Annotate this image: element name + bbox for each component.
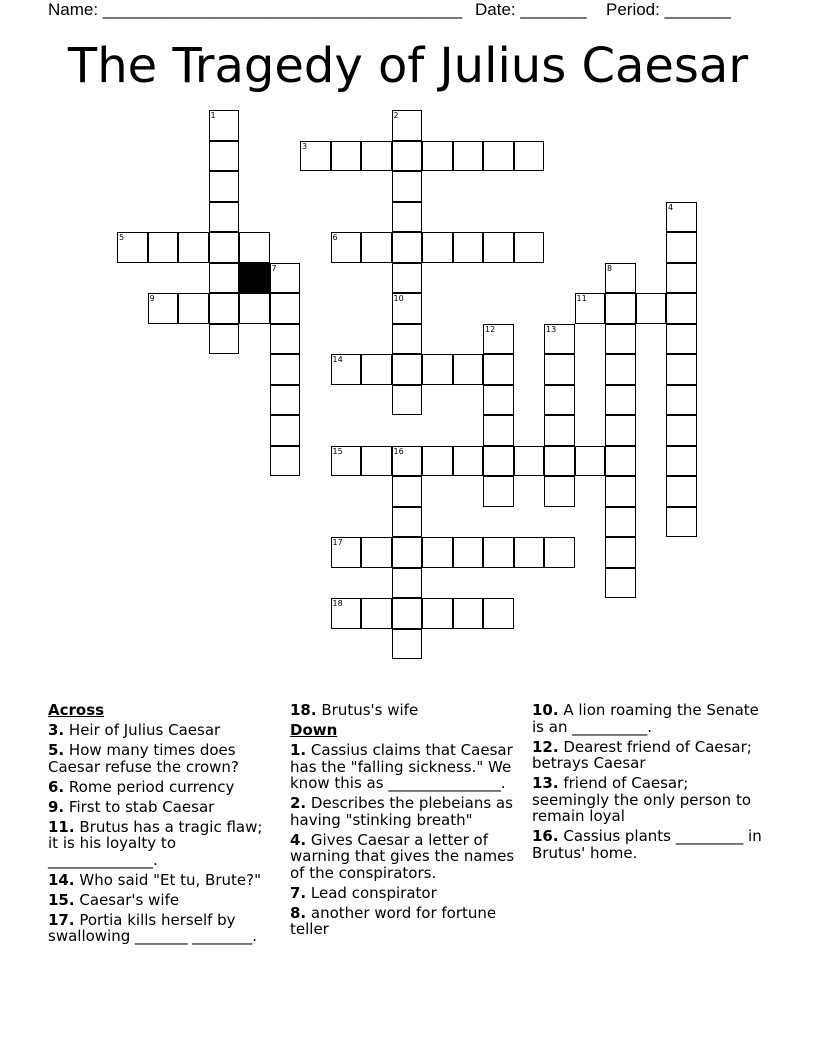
page-title: The Tragedy of Julius Caesar <box>67 38 749 94</box>
clue-down-1: 1. Cassius claims that Caesar has the "falling sickness." We know this as _______________. <box>290 741 513 792</box>
clue-number: 12 <box>485 324 496 334</box>
crossword-cell[interactable] <box>544 354 575 385</box>
crossword-cell[interactable] <box>544 476 575 507</box>
crossword-cell[interactable] <box>392 293 423 324</box>
crossword-cell[interactable] <box>392 354 423 385</box>
clue-number: 15 <box>332 446 343 456</box>
crossword-cell[interactable] <box>605 568 636 599</box>
clue-number: 11 <box>576 294 587 303</box>
crossword-cell[interactable] <box>483 598 514 629</box>
crossword-cell[interactable] <box>483 537 514 568</box>
crossword-cell[interactable] <box>483 232 514 263</box>
crossword-cell[interactable] <box>392 171 423 202</box>
clues-column-1 <box>48 702 274 948</box>
crossword-cell[interactable] <box>544 537 575 568</box>
crossword-cell[interactable] <box>209 293 240 324</box>
crossword-cell[interactable] <box>331 446 362 477</box>
crossword-cell[interactable] <box>666 446 697 477</box>
crossword-cell[interactable] <box>666 385 697 416</box>
clue-number: 7 <box>271 263 277 273</box>
crossword-cell[interactable] <box>209 141 240 172</box>
crossword-cell[interactable] <box>453 598 484 629</box>
clue-number: 3 <box>302 141 308 151</box>
crossword-cell[interactable] <box>209 202 240 233</box>
crossword-cell[interactable] <box>422 537 453 568</box>
crossword-cell[interactable] <box>605 354 636 385</box>
crossword-cell[interactable] <box>392 232 423 263</box>
crossword-cell[interactable] <box>575 293 606 324</box>
crossword-cell[interactable] <box>148 232 179 263</box>
crossword-cell[interactable] <box>422 446 453 477</box>
crossword-cell[interactable] <box>392 263 423 294</box>
crossword-cell[interactable] <box>544 324 575 355</box>
crossword-cell[interactable] <box>361 598 392 629</box>
crossword-cell[interactable] <box>392 110 423 141</box>
crossword-cell[interactable] <box>666 415 697 446</box>
crossword-cell[interactable] <box>605 476 636 507</box>
clue-across-3: 3. Heir of Julius Caesar <box>48 721 221 739</box>
crossword-cell[interactable] <box>392 629 423 660</box>
crossword-cell[interactable] <box>270 354 301 385</box>
clue-across-15: 15. Caesar's wife <box>48 890 180 909</box>
crossword-cell[interactable] <box>331 354 362 385</box>
crossword-cell[interactable] <box>422 141 453 172</box>
crossword-cell[interactable] <box>483 476 514 507</box>
crossword-cell[interactable] <box>209 263 240 294</box>
crossword-cell[interactable] <box>300 141 331 172</box>
crossword-cell[interactable] <box>483 415 514 446</box>
crossword-cell[interactable] <box>544 415 575 446</box>
crossword-cell[interactable] <box>270 293 301 324</box>
date-field[interactable]: Date: _______ <box>475 0 587 19</box>
down-heading: Down <box>290 721 338 739</box>
crossword-cell[interactable] <box>331 141 362 172</box>
crossword-cell[interactable] <box>666 476 697 507</box>
crossword-cell[interactable] <box>422 598 453 629</box>
crossword-cell[interactable] <box>270 385 301 416</box>
crossword-cell[interactable] <box>148 293 179 324</box>
crossword-cell[interactable] <box>514 446 545 477</box>
crossword-cell[interactable] <box>575 446 606 477</box>
clue-number: 16 <box>393 446 404 456</box>
crossword-cell[interactable] <box>453 141 484 172</box>
crossword-cell[interactable] <box>666 293 697 324</box>
crossword-cell[interactable] <box>666 232 697 263</box>
crossword-cell[interactable] <box>636 293 667 324</box>
crossword-cell[interactable] <box>666 263 697 294</box>
crossword-cell[interactable] <box>483 141 514 172</box>
clue-down-2: 2. Describes the plebeians as having "stinking breath" <box>290 794 513 829</box>
crossword-cell[interactable] <box>392 507 423 538</box>
clue-across-17: 17. Portia kills herself by swallowing _______ ________. <box>48 910 258 945</box>
crossword-cell[interactable] <box>483 354 514 385</box>
crossword-cell[interactable] <box>239 293 270 324</box>
crossword-cell[interactable] <box>209 171 240 202</box>
clue-across-14: 14. Who said "Et tu, Brute?" <box>48 870 261 889</box>
crossword-cell[interactable] <box>605 537 636 568</box>
clue-across-9: 9. First to stab Caesar <box>48 797 215 816</box>
crossword-cell[interactable] <box>178 293 209 324</box>
crossword-cell[interactable] <box>270 263 301 294</box>
clue-number: 6 <box>332 233 338 242</box>
clues-column-2 <box>290 702 516 941</box>
crossword-cell[interactable] <box>544 446 575 477</box>
crossword-cell[interactable] <box>392 598 423 629</box>
crossword-cell[interactable] <box>483 385 514 416</box>
crossword-cell[interactable] <box>605 446 636 477</box>
crossword-cell[interactable] <box>361 446 392 477</box>
crossword-cell[interactable] <box>605 415 636 446</box>
clue-number: 8 <box>607 263 613 273</box>
name-field[interactable]: Name: ______________________________________ <box>48 0 463 19</box>
crossword-cell[interactable] <box>331 598 362 629</box>
crossword-cell[interactable] <box>331 232 362 263</box>
crossword-cell[interactable] <box>392 385 423 416</box>
black-square <box>239 263 270 294</box>
clue-number: 14 <box>332 355 343 364</box>
clue-down-13: 13. friend of Caesar; seemingly the only person to remain loyal <box>532 774 752 825</box>
crossword-cell[interactable] <box>422 354 453 385</box>
crossword-cell[interactable] <box>605 507 636 538</box>
clue-number: 9 <box>149 294 155 303</box>
clue-number: 2 <box>393 111 399 120</box>
clue-across-5: 5. How many times does Caesar refuse the crown? <box>48 741 239 776</box>
clue-number: 1 <box>210 111 216 120</box>
crossword-cell[interactable] <box>483 324 514 355</box>
crossword-cell[interactable] <box>392 446 423 477</box>
crossword-cell[interactable] <box>361 537 392 568</box>
crossword-cell[interactable] <box>392 141 423 172</box>
crossword-cell[interactable] <box>392 568 423 599</box>
clue-down-10: 10. A lion roaming the Senate is an __________. <box>532 701 759 736</box>
crossword-cell[interactable] <box>331 537 362 568</box>
crossword-cell[interactable] <box>239 232 270 263</box>
crossword-cell[interactable] <box>453 354 484 385</box>
crossword-cell[interactable] <box>392 202 423 233</box>
crossword-cell[interactable] <box>361 141 392 172</box>
crossword-cell[interactable] <box>483 446 514 477</box>
clue-number: 13 <box>546 324 557 334</box>
crossword-cell[interactable] <box>209 232 240 263</box>
crossword-cell[interactable] <box>392 324 423 355</box>
clue-number: 18 <box>332 599 343 608</box>
crossword-cell[interactable] <box>270 446 301 477</box>
crossword-cell[interactable] <box>514 232 545 263</box>
crossword-cell[interactable] <box>453 446 484 477</box>
crossword-cell[interactable] <box>209 324 240 355</box>
clue-down-4: 4. Gives Caesar a letter of warning that gives the names of the conspirators. <box>290 830 515 882</box>
crossword-cell[interactable] <box>209 110 240 141</box>
crossword-cell[interactable] <box>392 537 423 568</box>
crossword-cell[interactable] <box>178 232 209 263</box>
clue-across-11: 11. Brutus has a tragic flaw; it is his loyalty to ______________. <box>48 817 263 869</box>
clue-number: 5 <box>119 233 125 242</box>
crossword-cell[interactable] <box>270 415 301 446</box>
crossword-cell[interactable] <box>270 324 301 355</box>
crossword-cell[interactable] <box>605 293 636 324</box>
crossword-cell[interactable] <box>605 263 636 294</box>
clue-across-6: 6. Rome period currency <box>48 777 235 796</box>
clue-across-18: 18. Brutus's wife <box>290 701 419 719</box>
clue-down-8: 8. another word for fortune teller <box>290 903 497 938</box>
clue-number: 17 <box>332 538 343 547</box>
clue-down-7: 7. Lead conspirator <box>290 883 437 902</box>
crossword-cell[interactable] <box>453 537 484 568</box>
crossword-cell[interactable] <box>544 385 575 416</box>
clue-number: 4 <box>668 202 674 212</box>
across-heading: Across <box>48 701 105 719</box>
crossword-cell[interactable] <box>605 324 636 355</box>
crossword-cell[interactable] <box>605 385 636 416</box>
crossword-cell[interactable] <box>666 354 697 385</box>
clue-number: 10 <box>393 294 404 303</box>
crossword-cell[interactable] <box>666 507 697 538</box>
crossword-cell[interactable] <box>666 202 697 233</box>
crossword-cell[interactable] <box>422 232 453 263</box>
crossword-cell[interactable] <box>392 476 423 507</box>
crossword-cell[interactable] <box>361 354 392 385</box>
period-field[interactable]: Period: _______ <box>606 0 731 19</box>
crossword-cell[interactable] <box>453 232 484 263</box>
crossword-cell[interactable] <box>514 537 545 568</box>
clue-down-16: 16. Cassius plants _________ in Brutus' home. <box>532 827 762 862</box>
clue-down-12: 12. Dearest friend of Caesar; betrays Caesar <box>532 737 752 772</box>
crossword-cell[interactable] <box>361 232 392 263</box>
clues-column-3 <box>532 702 762 865</box>
crossword-cell[interactable] <box>117 232 148 263</box>
crossword-cell[interactable] <box>514 141 545 172</box>
crossword-cell[interactable] <box>666 324 697 355</box>
